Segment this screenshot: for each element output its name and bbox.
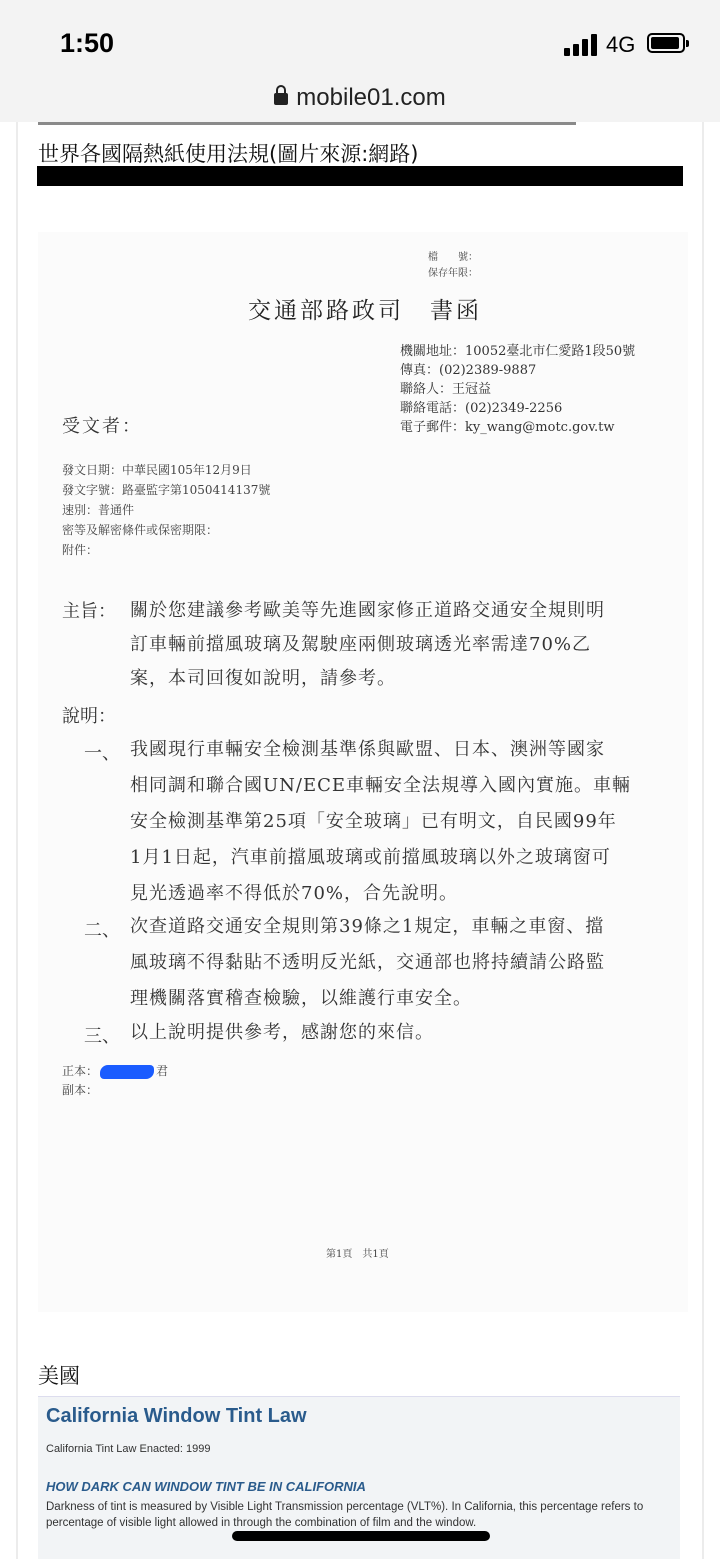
letter-meta [62, 460, 270, 560]
meta-line: 速別：普通件 [62, 503, 135, 517]
item-number: 三、 [84, 1026, 120, 1047]
image-top-border [37, 166, 683, 186]
ref-line: 保存年限： [428, 268, 478, 279]
page-edge-right [702, 122, 704, 1559]
letter-title: 交通部路政司 書函 [248, 298, 482, 324]
contact-line: 聯絡人：王冠益 [400, 382, 492, 397]
letter-contact [400, 342, 635, 437]
status-bar [0, 0, 720, 122]
cc-suffix: 君 [156, 1064, 169, 1078]
letter-page-number: 第1頁 共1頁 [326, 1249, 389, 1260]
california-body: Darkness of tint is measured by Visible Light Transmission percentage (VLT%). In California, this percentage refers to percentage of visible light allowed in through the combination of film and the window. [46, 1501, 644, 1529]
california-question: HOW DARK CAN WINDOW TINT BE IN CALIFORNIA [46, 1479, 366, 1494]
item-line: 見光透過率不得低於70%，合先說明。 [130, 883, 459, 904]
cc-copy-label: 副本： [62, 1083, 99, 1097]
explain-item [130, 1015, 690, 1051]
subject-line: 訂車輛前擋風玻璃及駕駛座兩側玻璃透光率需達70%乙 [130, 634, 592, 655]
ref-line: 檔 號： [428, 252, 478, 263]
url-text: mobile01.com [296, 84, 446, 111]
item-number: 一、 [84, 743, 120, 764]
section-label-usa: 美國 [38, 1364, 80, 1388]
home-indicator[interactable] [232, 1531, 490, 1541]
explain-item [130, 909, 690, 1017]
contact-line: 機關地址：10052臺北市仁愛路1段50號 [400, 344, 636, 359]
contact-line: 電子郵件：ky_wang@motc.gov.tw [400, 420, 615, 435]
item-line: 次查道路交通安全規則第39條之1規定，車輛之車窗、擋 [130, 916, 605, 937]
battery-icon [647, 33, 685, 53]
california-enacted: California Tint Law Enacted: 1999 [46, 1443, 211, 1455]
subject-line: 關於您建議參考歐美等先進國家修正道路交通安全規則明 [130, 600, 605, 621]
page-content[interactable] [0, 122, 720, 1559]
meta-line: 附件： [62, 543, 99, 557]
explain-item [130, 732, 690, 912]
subject-text [130, 594, 690, 696]
page-edge-left [16, 122, 18, 1559]
item-number: 二、 [84, 920, 120, 941]
cc-main-label: 正本： [62, 1064, 99, 1078]
contact-line: 聯絡電話：(02)2349-2256 [400, 401, 563, 416]
item-line: 相同調和聯合國UN/ECE車輛安全法規導入國內實施。車輛 [130, 775, 632, 796]
explain-label: 說明： [62, 706, 116, 727]
contact-line: 傳真：(02)2389-9887 [400, 363, 537, 378]
letter-recipient: 受文者： [62, 416, 142, 437]
previous-image-edge [38, 122, 576, 125]
redacted-name [100, 1065, 154, 1079]
lock-icon [274, 93, 288, 105]
network-type: 4G [606, 32, 636, 57]
image-caption: 世界各國隔熱紙使用法規(圖片來源:網路) [38, 142, 419, 166]
official-letter-image[interactable] [38, 232, 688, 1312]
signal-icon [564, 34, 598, 56]
url-bar[interactable] [0, 84, 720, 112]
item-line: 1月1日起，汽車前擋風玻璃或前擋風玻璃以外之玻璃窗可 [130, 847, 611, 868]
item-line: 理機關落實稽查檢驗，以維護行車安全。 [130, 988, 472, 1009]
california-title: California Window Tint Law [46, 1405, 307, 1427]
meta-line: 密等及解密條件或保密期限： [62, 523, 219, 537]
item-line: 以上說明提供參考，感謝您的來信。 [130, 1022, 434, 1043]
letter-ref [428, 250, 478, 282]
letter-cc [62, 1062, 168, 1100]
item-line: 安全檢測基準第25項「安全玻璃」已有明文，自民國99年 [130, 811, 617, 832]
subject-label: 主旨： [62, 601, 116, 622]
meta-line: 發文字號：路臺監字第1050414137號 [62, 483, 271, 497]
item-line: 風玻璃不得黏貼不透明反光紙，交通部也將持續請公路監 [130, 952, 605, 973]
meta-line: 發文日期：中華民國105年12月9日 [62, 463, 252, 477]
status-time: 1:50 [60, 28, 115, 58]
subject-line: 案，本司回復如說明，請參考。 [130, 668, 396, 689]
item-line: 我國現行車輛安全檢測基準係與歐盟、日本、澳洲等國家 [130, 739, 605, 760]
